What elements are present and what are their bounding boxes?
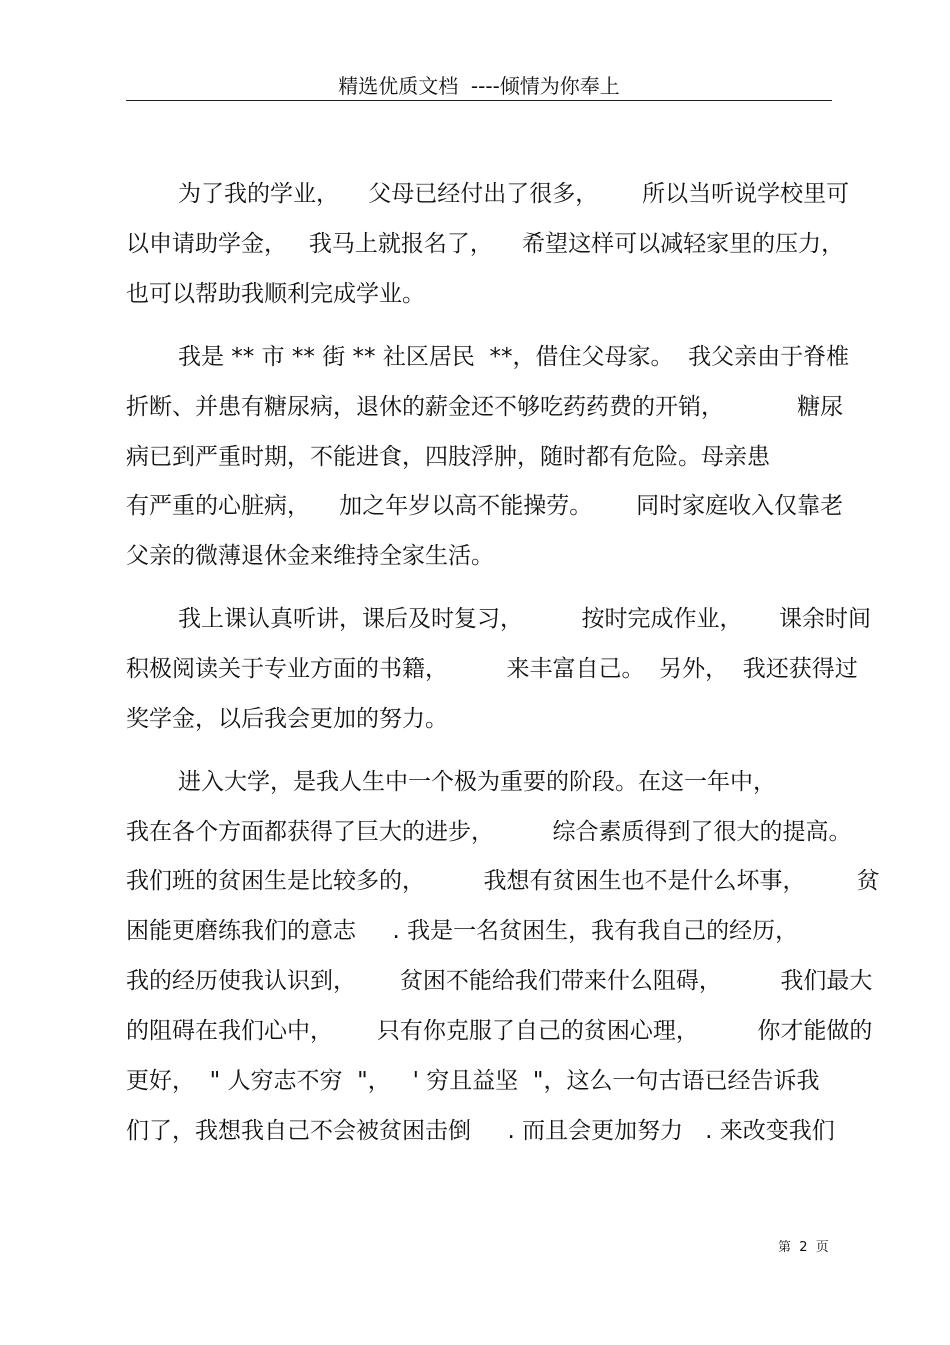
text-line: 折断、并患有糖尿病，退休的薪金还不够吃药药费的开销， 糖尿 [126,394,844,420]
text-line: 我在各个方面都获得了巨大的进步， 综合素质得到了很大的提高。 [126,819,852,845]
text-line: 进入大学，是我人生中一个极为重要的阶段。在这一年中， [178,769,776,795]
text-line: 更好， " 人穷志不穷 "， ' 穷且益坚 "，这么一句古语已经告诉我 [126,1068,820,1094]
text-line: 我是 ** 市 ** 街 ** 社区居民 **，借住父母家。 我父亲由于脊椎 [178,344,850,370]
text-line: 为了我的学业， 父母已经付出了很多， 所以当听说学校里可 [178,181,850,207]
page-number: 第 2 页 [778,1240,829,1255]
text-line: 的阻碍在我们心中， 只有你克服了自己的贫困心理， 你才能做的 [126,1018,873,1044]
text-line: 我的经历使我认识到， 贫困不能给我们带来什么阻碍， 我们最大 [126,968,873,994]
text-line: 困能更磨练我们的意志 . 我是一名贫困生，我有我自己的经历， [126,918,799,944]
text-line: 们了，我想我自己不会被贫困击倒 . 而且会更加努力 . 来改变我们 [126,1118,835,1144]
text-line: 以申请助学金， 我马上就报名了， 希望这样可以减轻家里的压力， [126,231,845,257]
text-line: 我上课认真听讲，课后及时复习， 按时完成作业， 课余时间 [178,606,872,632]
text-line: 积极阅读关于专业方面的书籍， 来丰富自己。 另外， 我还获得过 [126,656,858,682]
header-title: 精选优质文档 ----倾情为你奉上 [338,74,620,98]
text-line: 我们班的贫困生是比较多的， 我想有贫困生也不是什么坏事， 贫 [126,868,880,894]
header-divider [126,100,832,101]
text-line: 病已到严重时期，不能进食，四肢浮肿，随时都有危险。母亲患 [126,444,770,470]
text-line: 也可以帮助我顺利完成学业。 [126,281,425,307]
text-line: 父亲的微薄退休金来维持全家生活。 [126,543,494,569]
text-line: 有严重的心脏病， 加之年岁以高不能操劳。 同时家庭收入仅靠老 [126,493,844,519]
text-line: 奖学金，以后我会更加的努力。 [126,706,448,732]
